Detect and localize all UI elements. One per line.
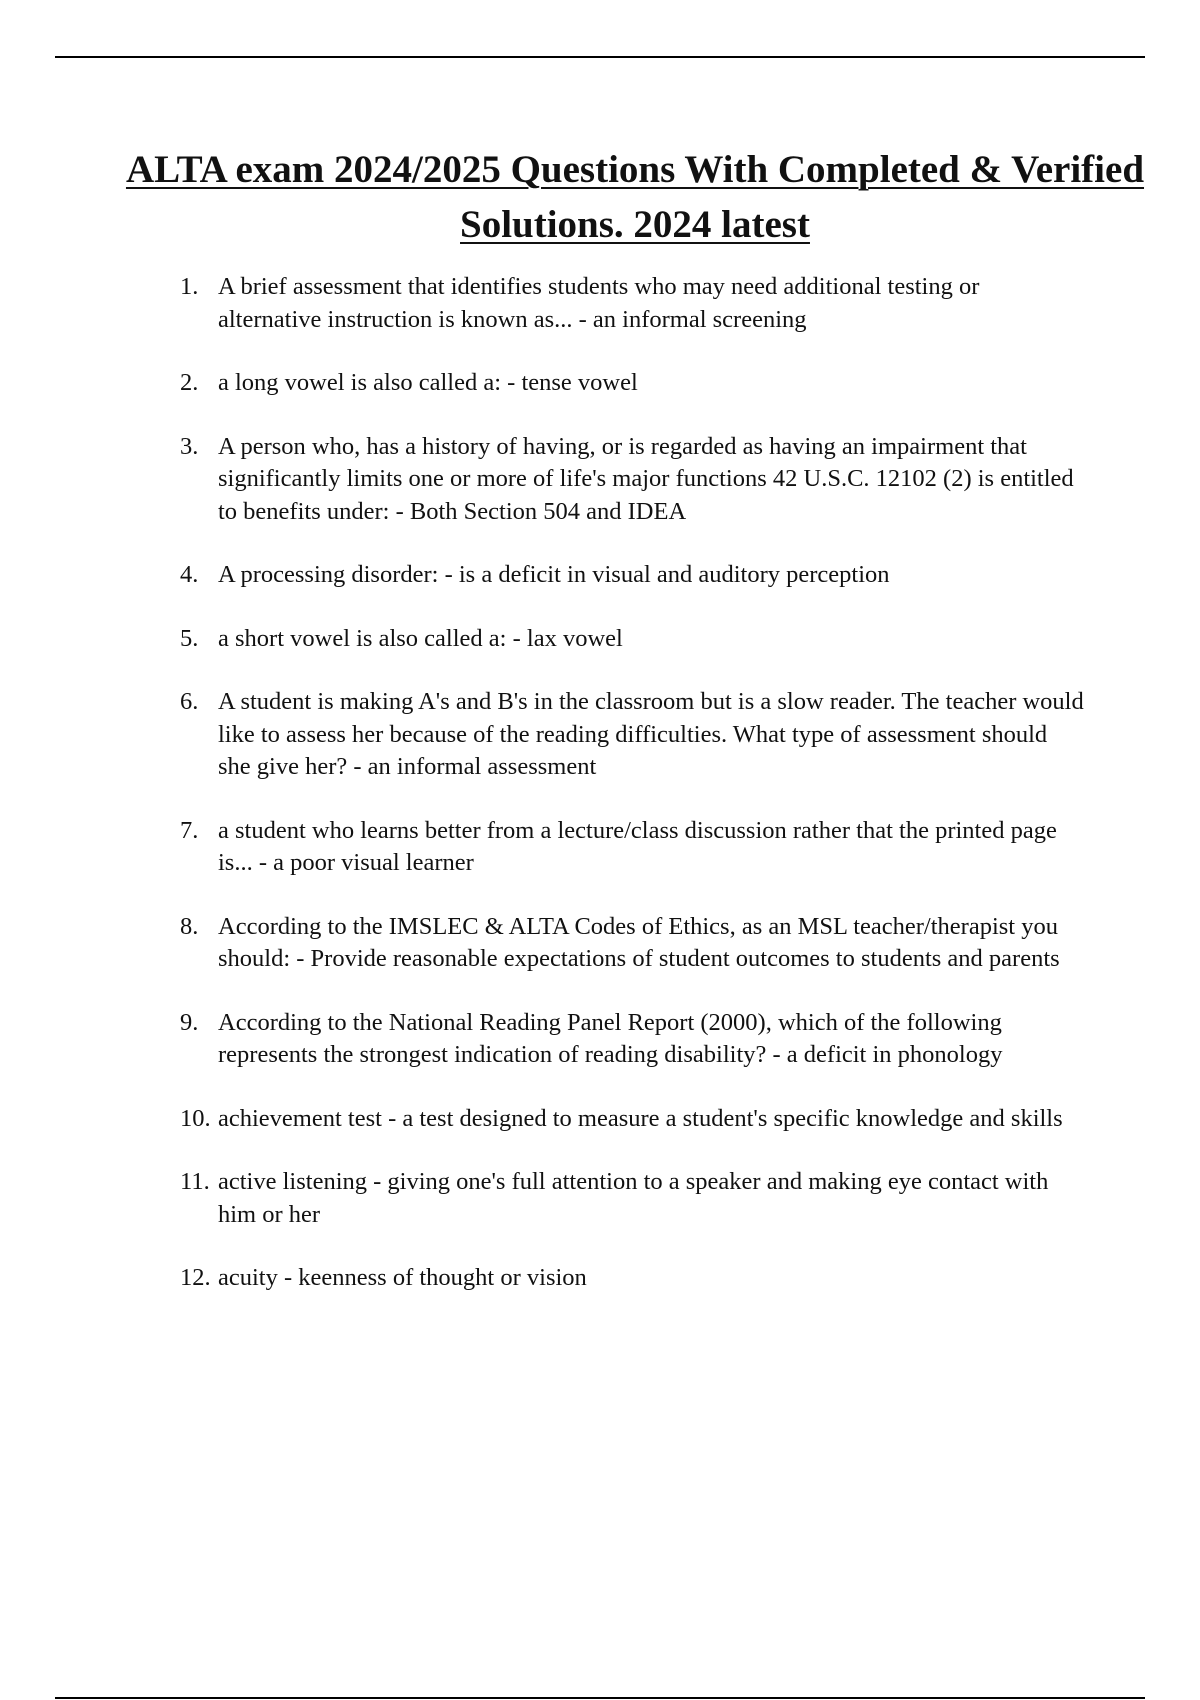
item-text: According to the National Reading Panel Report (2000), which of the following represents the strongest indication of reading disability? - a deficit in phonology xyxy=(218,1008,1003,1068)
item-number: 2. xyxy=(180,369,199,396)
list-item xyxy=(180,815,1085,880)
item-text: acuity - keenness of thought or vision xyxy=(218,1264,587,1291)
item-text: a long vowel is also called a: - tense vowel xyxy=(218,369,638,396)
item-number: 6. xyxy=(180,688,199,715)
item-number: 1. xyxy=(180,273,199,300)
question-list xyxy=(180,271,1085,1295)
item-text: A person who, has a history of having, or is regarded as having an impairment that significantly limits one or more of life's major functions 42 U.S.C. 12102 (2) is entitled to benefits under: - Both Section 504 and IDEA xyxy=(218,432,1074,525)
item-number: 8. xyxy=(180,912,199,940)
item-text: A processing disorder: - is a deficit in visual and auditory perception xyxy=(218,561,890,588)
item-text: a student who learns better from a lecture/class discussion rather that the printed page is... - a poor visual learner xyxy=(218,816,1057,876)
item-number: 5. xyxy=(180,624,199,652)
list-item xyxy=(180,431,1085,529)
list-item xyxy=(180,367,1085,400)
list-item xyxy=(180,911,1085,976)
item-number: 10. xyxy=(180,1104,211,1132)
list-item xyxy=(180,623,1085,656)
item-text: active listening - giving one's full attention to a speaker and making eye contact with him or her xyxy=(218,1168,1049,1228)
item-text: a short vowel is also called a: - lax vowel xyxy=(218,624,623,652)
list-item xyxy=(180,1262,1085,1295)
item-number: 4. xyxy=(180,561,199,588)
item-text: achievement test - a test designed to measure a student's specific knowledge and skills xyxy=(218,1104,1063,1132)
top-rule xyxy=(55,56,1145,58)
list-item xyxy=(180,686,1085,784)
item-text: A student is making A's and B's in the classroom but is a slow reader. The teacher would like to assess her because of the reading difficulties. What type of assessment should she give her? - an informal assessment xyxy=(218,688,1084,780)
page-title: ALTA exam 2024/2025 Questions With Completed & Verified Solutions. 2024 latest xyxy=(125,148,1145,246)
list-item xyxy=(180,1103,1085,1136)
list-item xyxy=(180,1166,1085,1231)
item-text: According to the IMSLEC & ALTA Codes of Ethics, as an MSL teacher/therapist you should: - Provide reasonable expectations of student outcomes to students and parents xyxy=(218,912,1060,972)
list-item xyxy=(180,1007,1085,1072)
item-number: 11. xyxy=(180,1168,210,1195)
item-text: A brief assessment that identifies students who may need additional testing or alternative instruction is known as... - an informal screening xyxy=(218,273,980,333)
item-number: 3. xyxy=(180,432,199,460)
item-number: 12. xyxy=(180,1264,211,1291)
list-item xyxy=(180,271,1085,336)
bottom-rule xyxy=(55,1697,1145,1699)
item-number: 7. xyxy=(180,816,199,844)
item-number: 9. xyxy=(180,1008,199,1036)
list-item xyxy=(180,559,1085,592)
